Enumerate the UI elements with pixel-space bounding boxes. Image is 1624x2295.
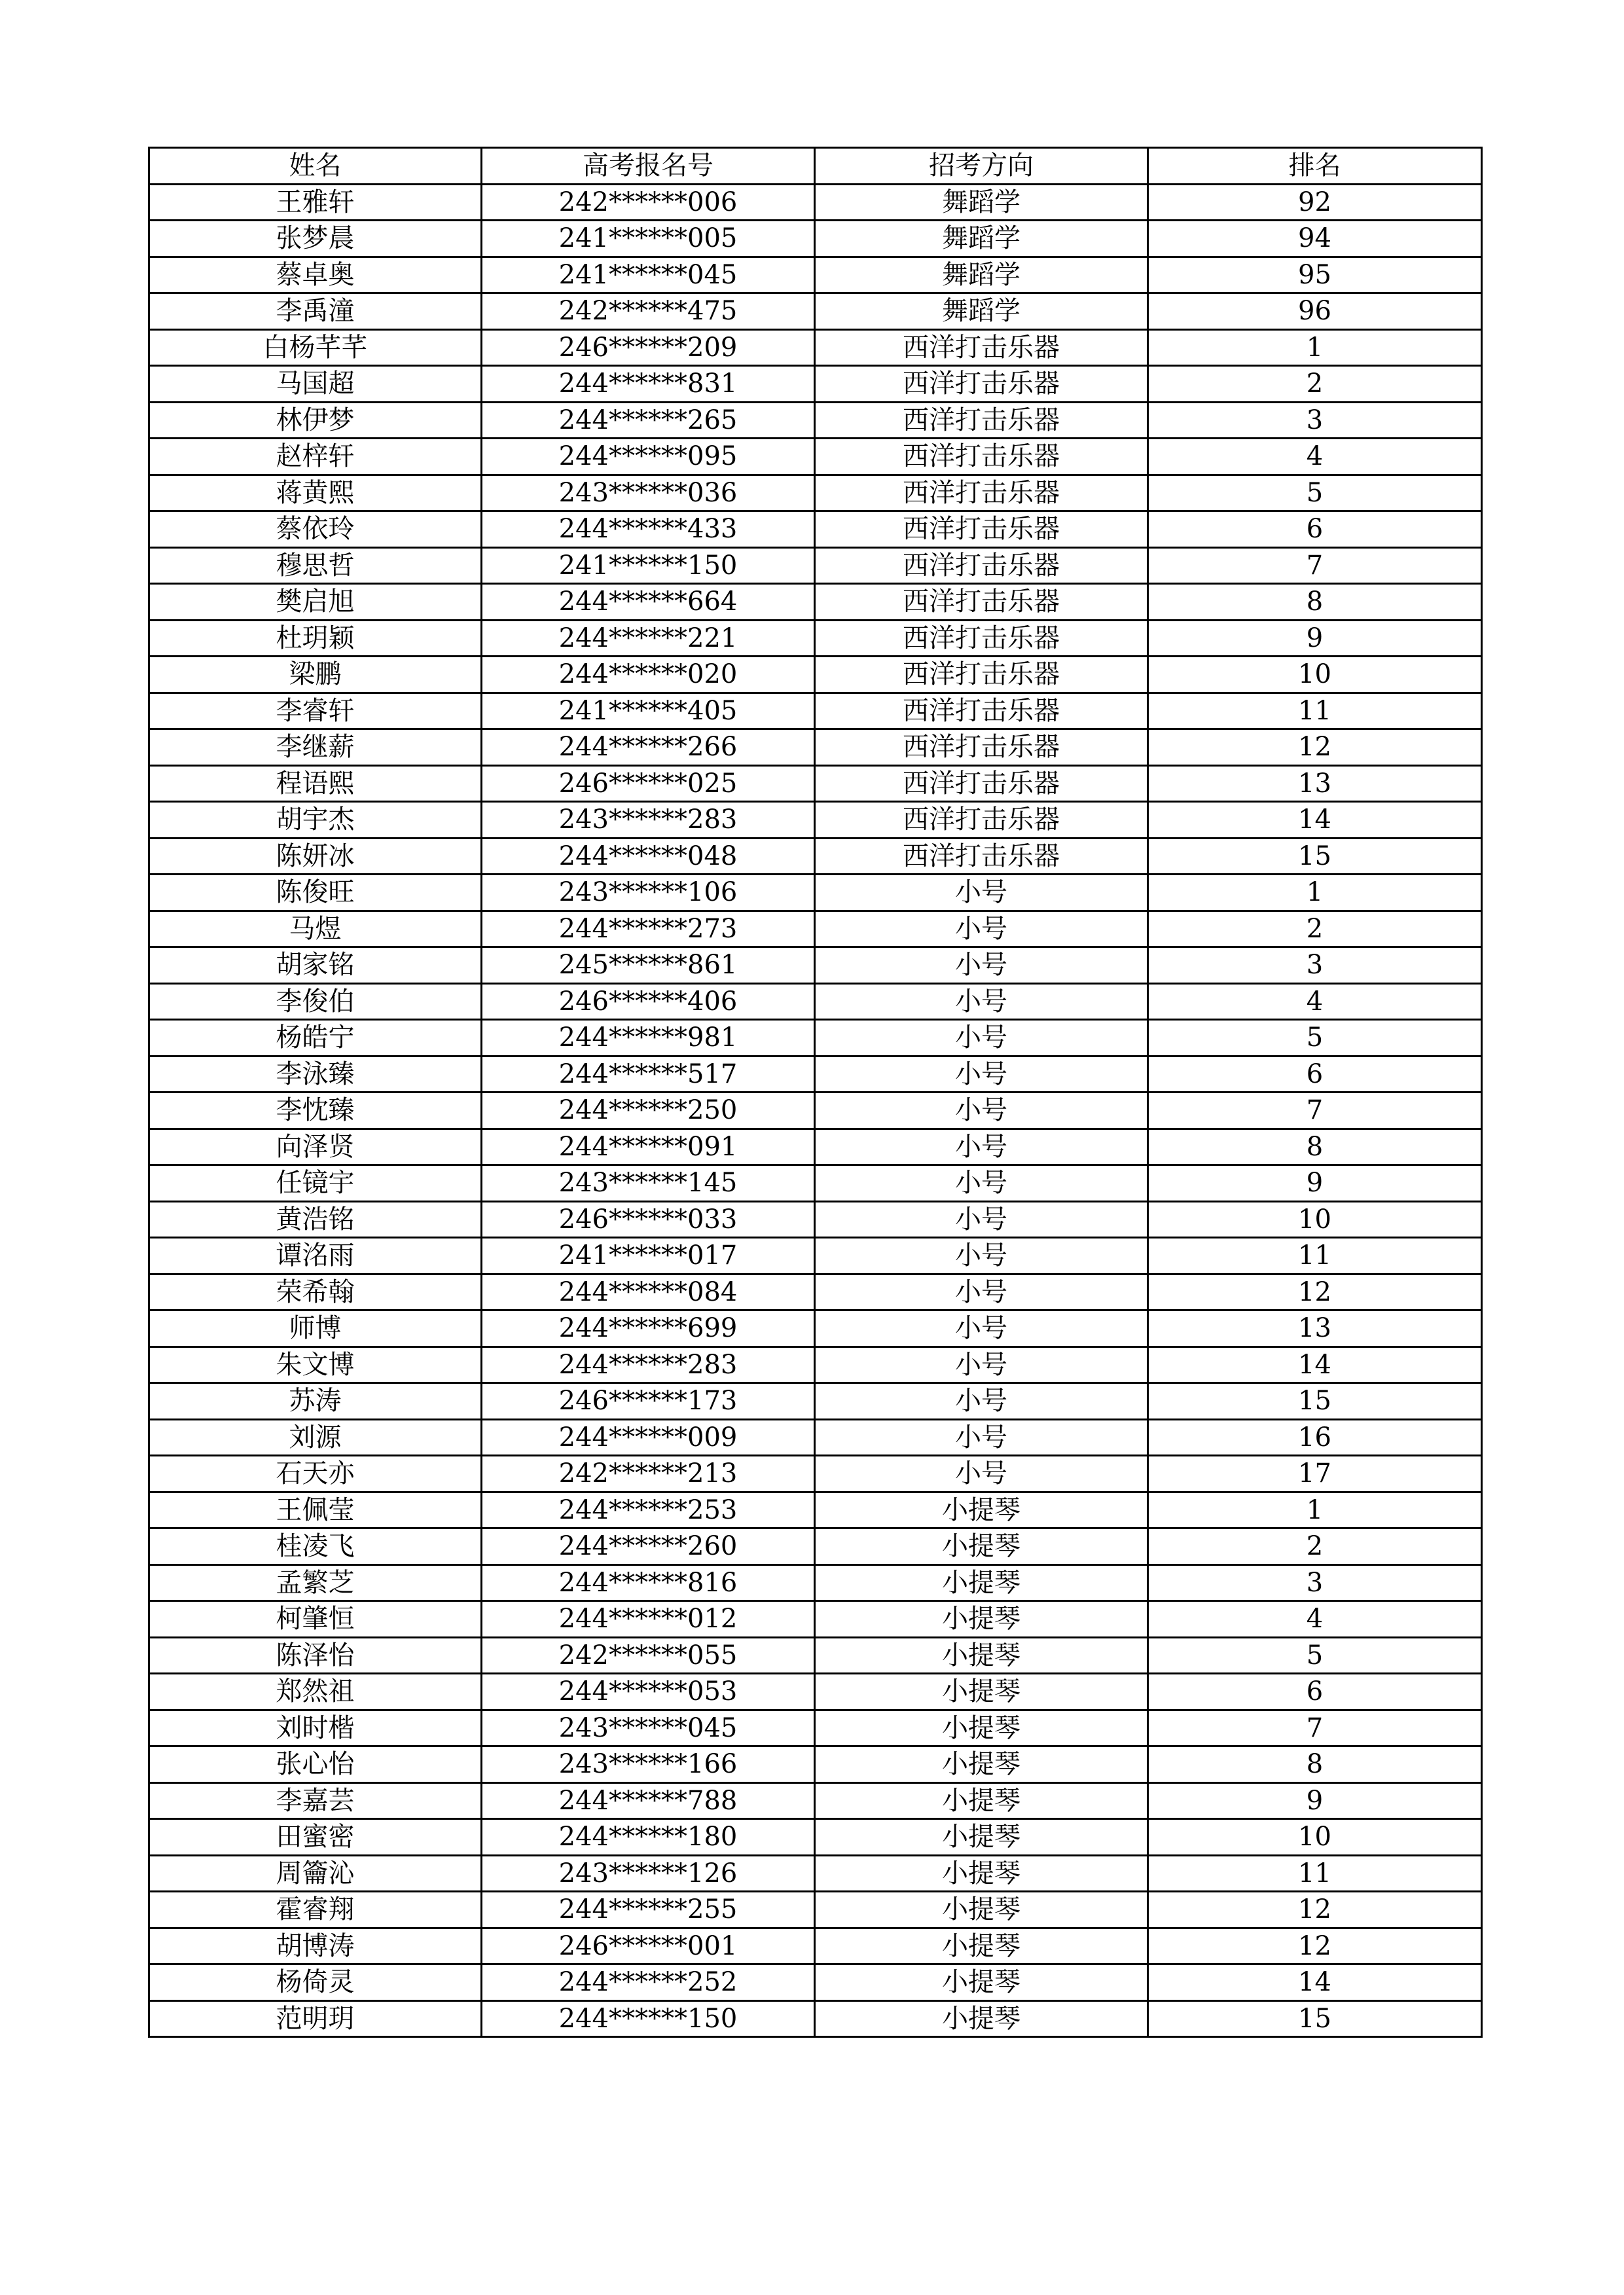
cell-registration-number: 244******091 [482,1129,815,1165]
header-name: 姓名 [149,148,482,185]
table-row [149,1020,1482,1057]
cell-exam-direction: 小提琴 [815,1710,1148,1746]
cell-registration-number: 244******048 [482,838,815,875]
cell-rank: 14 [1148,802,1482,839]
cell-rank: 7 [1148,1093,1482,1129]
table-row [149,1383,1482,1420]
cell-name: 穆思哲 [149,547,482,584]
cell-exam-direction: 小号 [815,1056,1148,1093]
cell-name: 向泽贤 [149,1129,482,1165]
cell-exam-direction: 小提琴 [815,1819,1148,1856]
cell-name: 范明玥 [149,2000,482,2037]
cell-name: 蔡卓奥 [149,257,482,293]
cell-name: 刘时楷 [149,1710,482,1746]
header-rank: 排名 [1148,148,1482,185]
cell-name: 蔡依玲 [149,511,482,548]
cell-exam-direction: 舞蹈学 [815,221,1148,257]
cell-rank: 13 [1148,765,1482,802]
cell-exam-direction: 小号 [815,911,1148,947]
cell-rank: 2 [1148,911,1482,947]
cell-rank: 12 [1148,1274,1482,1310]
table-row [149,547,1482,584]
cell-rank: 8 [1148,1129,1482,1165]
cell-registration-number: 246******033 [482,1201,815,1238]
header-exam-direction: 招考方向 [815,148,1148,185]
cell-name: 杨皓宁 [149,1020,482,1057]
cell-registration-number: 244******255 [482,1892,815,1928]
cell-name: 马国超 [149,366,482,403]
cell-exam-direction: 西洋打击乐器 [815,439,1148,475]
cell-exam-direction: 小提琴 [815,1564,1148,1601]
cell-exam-direction: 西洋打击乐器 [815,584,1148,621]
cell-rank: 5 [1148,1020,1482,1057]
cell-rank: 10 [1148,657,1482,693]
cell-name: 李俊伯 [149,983,482,1020]
cell-registration-number: 244******084 [482,1274,815,1310]
cell-exam-direction: 小号 [815,983,1148,1020]
cell-exam-direction: 舞蹈学 [815,293,1148,330]
cell-name: 田蜜密 [149,1819,482,1856]
cell-name: 陈俊旺 [149,875,482,911]
table-row [149,911,1482,947]
table-row [149,729,1482,766]
cell-registration-number: 244******816 [482,1564,815,1601]
cell-exam-direction: 小号 [815,1020,1148,1057]
cell-exam-direction: 西洋打击乐器 [815,657,1148,693]
cell-exam-direction: 西洋打击乐器 [815,366,1148,403]
cell-rank: 96 [1148,293,1482,330]
cell-exam-direction: 小提琴 [815,1528,1148,1565]
cell-exam-direction: 小号 [815,1201,1148,1238]
cell-rank: 12 [1148,729,1482,766]
cell-registration-number: 241******405 [482,693,815,729]
cell-exam-direction: 小号 [815,1346,1148,1383]
cell-registration-number: 246******173 [482,1383,815,1420]
cell-registration-number: 243******036 [482,475,815,511]
table-row [149,329,1482,366]
cell-exam-direction: 小提琴 [815,1782,1148,1819]
cell-rank: 11 [1148,1855,1482,1892]
cell-rank: 10 [1148,1201,1482,1238]
cell-rank: 3 [1148,947,1482,984]
cell-name: 黄浩铭 [149,1201,482,1238]
cell-rank: 9 [1148,1782,1482,1819]
cell-exam-direction: 西洋打击乐器 [815,547,1148,584]
table-row [149,184,1482,221]
cell-exam-direction: 小号 [815,1165,1148,1202]
table-row [149,1165,1482,1202]
document-sheet [148,147,1481,2038]
cell-registration-number: 242******213 [482,1456,815,1492]
cell-exam-direction: 舞蹈学 [815,257,1148,293]
table-row [149,1238,1482,1274]
cell-registration-number: 244******433 [482,511,815,548]
table-row [149,2000,1482,2037]
cell-registration-number: 244******095 [482,439,815,475]
cell-exam-direction: 西洋打击乐器 [815,511,1148,548]
cell-rank: 15 [1148,838,1482,875]
cell-registration-number: 241******017 [482,1238,815,1274]
cell-exam-direction: 小号 [815,875,1148,911]
cell-exam-direction: 西洋打击乐器 [815,475,1148,511]
cell-name: 胡博涛 [149,1928,482,1964]
table-row [149,947,1482,984]
cell-registration-number: 244******699 [482,1310,815,1347]
cell-rank: 4 [1148,1601,1482,1638]
cell-rank: 11 [1148,1238,1482,1274]
cell-registration-number: 246******001 [482,1928,815,1964]
cell-registration-number: 243******126 [482,1855,815,1892]
table-row [149,221,1482,257]
cell-registration-number: 244******180 [482,1819,815,1856]
table-body [149,184,1482,2037]
table-row [149,1201,1482,1238]
table-row [149,1601,1482,1638]
cell-registration-number: 244******250 [482,1093,815,1129]
cell-exam-direction: 小号 [815,947,1148,984]
table-row [149,1419,1482,1456]
cell-exam-direction: 小提琴 [815,1637,1148,1674]
cell-name: 胡家铭 [149,947,482,984]
table-header [149,148,1482,185]
table-row [149,1746,1482,1783]
table-row [149,802,1482,839]
cell-exam-direction: 西洋打击乐器 [815,838,1148,875]
cell-registration-number: 244******831 [482,366,815,403]
cell-name: 李忱臻 [149,1093,482,1129]
table-row [149,1564,1482,1601]
cell-name: 任镜宇 [149,1165,482,1202]
cell-rank: 14 [1148,1346,1482,1383]
cell-rank: 6 [1148,511,1482,548]
cell-rank: 3 [1148,402,1482,439]
cell-rank: 15 [1148,1383,1482,1420]
cell-name: 荣希翰 [149,1274,482,1310]
cell-name: 王雅轩 [149,184,482,221]
cell-rank: 4 [1148,439,1482,475]
cell-exam-direction: 小提琴 [815,1674,1148,1710]
cell-registration-number: 243******106 [482,875,815,911]
table-row [149,584,1482,621]
cell-rank: 11 [1148,693,1482,729]
cell-rank: 3 [1148,1564,1482,1601]
cell-name: 杨倚灵 [149,1964,482,2001]
cell-exam-direction: 小提琴 [815,1855,1148,1892]
table-row [149,1964,1482,2001]
cell-registration-number: 246******025 [482,765,815,802]
table-row [149,1528,1482,1565]
cell-registration-number: 244******273 [482,911,815,947]
table-row [149,1928,1482,1964]
table-row [149,293,1482,330]
table-row [149,1892,1482,1928]
cell-registration-number: 244******221 [482,620,815,657]
cell-rank: 12 [1148,1892,1482,1928]
cell-rank: 9 [1148,620,1482,657]
cell-exam-direction: 小提琴 [815,1892,1148,1928]
cell-registration-number: 244******009 [482,1419,815,1456]
table-row [149,402,1482,439]
cell-exam-direction: 小号 [815,1419,1148,1456]
table-row [149,439,1482,475]
cell-exam-direction: 舞蹈学 [815,184,1148,221]
cell-rank: 16 [1148,1419,1482,1456]
cell-exam-direction: 西洋打击乐器 [815,693,1148,729]
table-row [149,1819,1482,1856]
cell-name: 霍睿翔 [149,1892,482,1928]
cell-registration-number: 242******006 [482,184,815,221]
cell-registration-number: 243******145 [482,1165,815,1202]
cell-registration-number: 243******045 [482,1710,815,1746]
cell-registration-number: 244******265 [482,402,815,439]
cell-rank: 1 [1148,329,1482,366]
cell-registration-number: 244******517 [482,1056,815,1093]
cell-rank: 14 [1148,1964,1482,2001]
table-row [149,620,1482,657]
cell-registration-number: 244******020 [482,657,815,693]
cell-rank: 7 [1148,547,1482,584]
cell-name: 梁鹏 [149,657,482,693]
cell-name: 赵梓轩 [149,439,482,475]
cell-exam-direction: 小号 [815,1238,1148,1274]
cell-name: 师博 [149,1310,482,1347]
table-row [149,983,1482,1020]
cell-name: 陈泽怡 [149,1637,482,1674]
cell-name: 杜玥颖 [149,620,482,657]
cell-name: 樊启旭 [149,584,482,621]
cell-registration-number: 244******266 [482,729,815,766]
cell-registration-number: 244******788 [482,1782,815,1819]
cell-registration-number: 241******150 [482,547,815,584]
cell-rank: 9 [1148,1165,1482,1202]
cell-exam-direction: 小提琴 [815,1746,1148,1783]
cell-registration-number: 245******861 [482,947,815,984]
table-row [149,693,1482,729]
cell-rank: 95 [1148,257,1482,293]
table-row [149,475,1482,511]
cell-rank: 6 [1148,1674,1482,1710]
cell-name: 胡宇杰 [149,802,482,839]
cell-name: 王佩莹 [149,1492,482,1528]
cell-registration-number: 246******406 [482,983,815,1020]
table-row [149,1346,1482,1383]
cell-exam-direction: 小提琴 [815,1492,1148,1528]
cell-exam-direction: 小号 [815,1383,1148,1420]
cell-name: 陈妍冰 [149,838,482,875]
cell-name: 朱文博 [149,1346,482,1383]
cell-rank: 5 [1148,1637,1482,1674]
cell-registration-number: 241******005 [482,221,815,257]
cell-name: 李睿轩 [149,693,482,729]
cell-name: 白杨芊芊 [149,329,482,366]
table-row [149,1492,1482,1528]
cell-name: 程语熙 [149,765,482,802]
cell-registration-number: 244******283 [482,1346,815,1383]
cell-exam-direction: 西洋打击乐器 [815,765,1148,802]
cell-registration-number: 243******166 [482,1746,815,1783]
cell-registration-number: 244******664 [482,584,815,621]
cell-exam-direction: 小号 [815,1129,1148,1165]
cell-exam-direction: 小提琴 [815,1928,1148,1964]
cell-registration-number: 244******253 [482,1492,815,1528]
cell-registration-number: 246******209 [482,329,815,366]
cell-rank: 2 [1148,1528,1482,1565]
cell-name: 桂凌飞 [149,1528,482,1565]
table-row [149,1674,1482,1710]
cell-rank: 94 [1148,221,1482,257]
cell-name: 石天亦 [149,1456,482,1492]
cell-name: 张梦晨 [149,221,482,257]
cell-registration-number: 244******260 [482,1528,815,1565]
cell-rank: 92 [1148,184,1482,221]
cell-exam-direction: 西洋打击乐器 [815,329,1148,366]
cell-exam-direction: 西洋打击乐器 [815,729,1148,766]
cell-registration-number: 242******475 [482,293,815,330]
cell-rank: 5 [1148,475,1482,511]
cell-name: 柯肇恒 [149,1601,482,1638]
cell-registration-number: 243******283 [482,802,815,839]
cell-name: 谭洺雨 [149,1238,482,1274]
table-row [149,1710,1482,1746]
cell-registration-number: 241******045 [482,257,815,293]
cell-name: 苏涛 [149,1383,482,1420]
table-row [149,1129,1482,1165]
cell-name: 周籥沁 [149,1855,482,1892]
cell-rank: 13 [1148,1310,1482,1347]
cell-name: 林伊梦 [149,402,482,439]
cell-exam-direction: 小号 [815,1093,1148,1129]
ranking-table [148,147,1483,2038]
cell-rank: 1 [1148,875,1482,911]
cell-rank: 12 [1148,1928,1482,1964]
table-row [149,511,1482,548]
table-row [149,1782,1482,1819]
cell-rank: 6 [1148,1056,1482,1093]
cell-rank: 4 [1148,983,1482,1020]
header-row [149,148,1482,185]
cell-registration-number: 244******252 [482,1964,815,2001]
table-row [149,1310,1482,1347]
table-row [149,1056,1482,1093]
cell-name: 马煜 [149,911,482,947]
cell-registration-number: 244******012 [482,1601,815,1638]
cell-exam-direction: 小提琴 [815,2000,1148,2037]
header-registration-number: 高考报名号 [482,148,815,185]
cell-name: 李嘉芸 [149,1782,482,1819]
cell-rank: 1 [1148,1492,1482,1528]
cell-rank: 10 [1148,1819,1482,1856]
cell-registration-number: 244******053 [482,1674,815,1710]
cell-exam-direction: 小提琴 [815,1964,1148,2001]
table-row [149,1456,1482,1492]
cell-rank: 17 [1148,1456,1482,1492]
cell-rank: 2 [1148,366,1482,403]
cell-exam-direction: 西洋打击乐器 [815,620,1148,657]
cell-name: 李继薪 [149,729,482,766]
cell-registration-number: 244******150 [482,2000,815,2037]
cell-exam-direction: 小号 [815,1310,1148,1347]
cell-rank: 7 [1148,1710,1482,1746]
cell-rank: 8 [1148,584,1482,621]
cell-name: 孟繁芝 [149,1564,482,1601]
table-row [149,1855,1482,1892]
table-row [149,1093,1482,1129]
table-row [149,1274,1482,1310]
cell-exam-direction: 西洋打击乐器 [815,802,1148,839]
table-row [149,1637,1482,1674]
cell-name: 刘源 [149,1419,482,1456]
cell-exam-direction: 小号 [815,1456,1148,1492]
table-row [149,765,1482,802]
table-row [149,657,1482,693]
cell-rank: 15 [1148,2000,1482,2037]
cell-exam-direction: 西洋打击乐器 [815,402,1148,439]
cell-name: 李泳臻 [149,1056,482,1093]
cell-rank: 8 [1148,1746,1482,1783]
table-row [149,366,1482,403]
cell-name: 张心怡 [149,1746,482,1783]
cell-registration-number: 242******055 [482,1637,815,1674]
table-row [149,875,1482,911]
cell-name: 李禹潼 [149,293,482,330]
cell-name: 郑然祖 [149,1674,482,1710]
cell-name: 蒋黄熙 [149,475,482,511]
table-row [149,257,1482,293]
cell-exam-direction: 小号 [815,1274,1148,1310]
table-row [149,838,1482,875]
cell-exam-direction: 小提琴 [815,1601,1148,1638]
cell-registration-number: 244******981 [482,1020,815,1057]
